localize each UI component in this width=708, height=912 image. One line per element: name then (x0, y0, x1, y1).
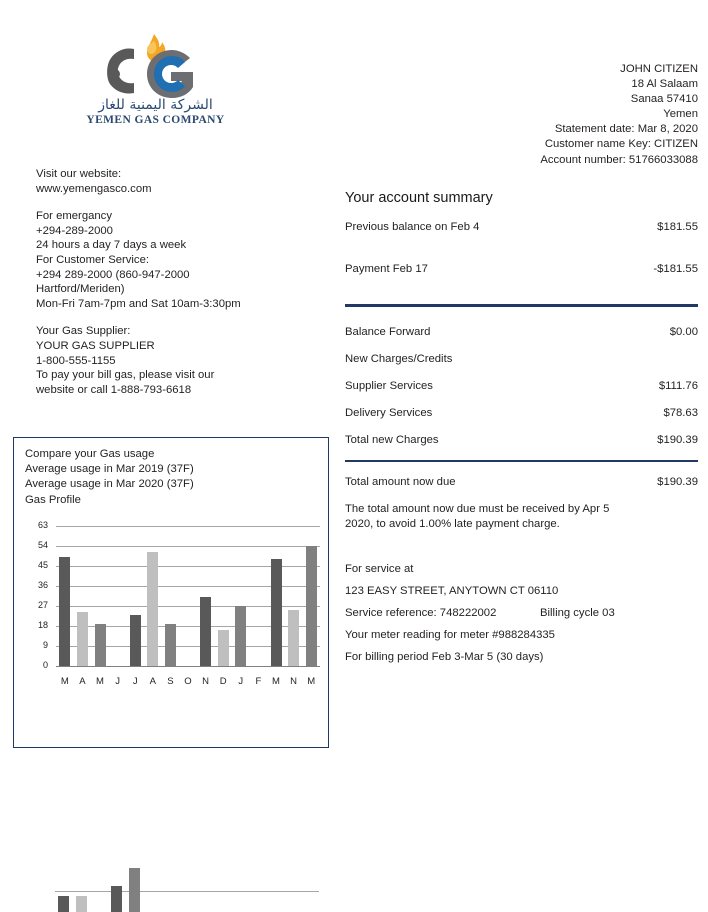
chart-bar (165, 624, 176, 666)
customer-address-line1: 18 Al Salaam (631, 78, 698, 91)
row-total-new-charges (345, 433, 698, 447)
usage-gas-profile: Gas Profile (25, 493, 81, 506)
service-reference-row (345, 602, 698, 624)
row-balance-forward (345, 325, 698, 339)
customer-country: Yemen (663, 108, 698, 121)
gas-usage-bar-chart (14, 518, 328, 688)
customer-address-block (368, 62, 698, 168)
chart-bar (200, 597, 211, 666)
supplier-name: YOUR GAS SUPPLIER (36, 339, 155, 352)
account-summary-title: Your account summary (345, 190, 493, 206)
chart-bar (95, 624, 106, 666)
chart-y-tick-label: 27 (37, 599, 48, 610)
spacer (345, 234, 698, 262)
emergency-phone: +294-289-2000 (36, 224, 113, 237)
total-due-amount: $190.39 (657, 475, 698, 488)
delivery-services-label: Delivery Services (345, 407, 433, 419)
chart-x-tick-label: A (149, 675, 156, 687)
total-new-charges-amount: $190.39 (657, 434, 698, 446)
supplier-services-label: Supplier Services (345, 380, 433, 392)
chart-x-tick-label: S (167, 675, 174, 687)
service-reference: Service reference: 748222002 (345, 606, 497, 619)
row-total-due (345, 475, 698, 489)
website-label: Visit our website: (36, 168, 122, 180)
pay-instructions-line1: To pay your bill gas, please visit our (36, 369, 215, 382)
previous-balance-label: Previous balance on Feb 4 (345, 221, 480, 233)
chart-x-tick-label: D (219, 675, 227, 687)
statement-date: Statement date: Mar 8, 2020 (554, 123, 698, 136)
chart-y-tick-label: 36 (37, 579, 48, 590)
supplier-phone: 1-800-555-1155 (36, 354, 116, 367)
chart-bar (288, 610, 299, 666)
website-group (36, 167, 316, 196)
chart-bar (235, 606, 246, 666)
chart-x-tick-label: N (290, 675, 298, 687)
spacer (345, 339, 698, 352)
balance-forward-label: Balance Forward (345, 326, 431, 338)
delivery-services-amount: $78.63 (663, 407, 698, 419)
chart-bar (59, 557, 70, 666)
chart-x-tick-label: O (184, 675, 192, 687)
chart-bar (76, 896, 87, 912)
chart-bar (147, 552, 158, 665)
row-payment (345, 262, 698, 276)
service-details-block (345, 558, 698, 668)
chart-y-tick-label: 0 (42, 659, 48, 670)
chart-x-tick-label: F (255, 675, 262, 687)
customer-service-label: For Customer Service: (36, 253, 149, 266)
balance-forward-amount: $0.00 (669, 326, 698, 338)
chart-x-tick-label: M (96, 675, 104, 687)
customer-service-city: Hartford/Meriden) (36, 283, 125, 296)
supplier-group (36, 324, 316, 397)
meter-reading: Your meter reading for meter #988284335 (345, 628, 555, 641)
spacer (345, 366, 698, 379)
row-supplier-services (345, 379, 698, 393)
flame-gas-logo-icon (68, 28, 243, 100)
emergency-hours: 24 hours a day 7 days a week (36, 239, 187, 252)
chart-bar (306, 546, 317, 666)
payment-terms-line1: The total amount now due must be received by Apr 5 (345, 502, 610, 515)
payment-terms-line2: 2020, to avoid 1.00% late payment charge. (345, 517, 560, 530)
total-new-charges-label: Total new Charges (345, 434, 439, 446)
chart-bar (218, 630, 229, 666)
spacer (345, 420, 698, 433)
row-new-charges (345, 352, 698, 366)
contact-info-block (36, 167, 316, 397)
chart-bars-layer (56, 526, 320, 666)
service-address: 123 EASY STREET, ANYTOWN CT 06110 (345, 584, 559, 597)
chart-x-tick-label: M (60, 675, 69, 687)
customer-service-hours: Mon-Fri 7am-7pm and Sat 10am-3:30pm (36, 297, 241, 310)
chart-gridline (55, 891, 319, 892)
row-delivery-services (345, 406, 698, 420)
chart-gridline (56, 666, 320, 667)
usage-avg-2019: Average usage in Mar 2019 (37F) (25, 463, 194, 476)
chart-bar (58, 896, 69, 912)
row-previous-balance (345, 220, 698, 234)
spacer (345, 447, 698, 460)
chart-x-tick-label: J (132, 675, 138, 687)
new-charges-label: New Charges/Credits (345, 353, 453, 365)
company-name-latin: YEMEN GAS COMPANY (86, 114, 225, 127)
payment-amount: -$181.55 (653, 263, 698, 275)
chart-y-tick-label: 45 (37, 559, 48, 570)
chart-x-tick-label: M (307, 675, 316, 687)
account-summary-block (345, 190, 698, 668)
usage-avg-2020: Average usage in Mar 2020 (37F) (25, 478, 194, 491)
chart-x-tick-label: J (238, 675, 244, 687)
supplier-services-amount: $111.76 (658, 380, 698, 392)
chart-y-tick-label: 18 (37, 619, 48, 630)
phone-group (36, 209, 316, 311)
chart-y-tick-label: 63 (37, 519, 48, 530)
total-due-label: Total amount now due (345, 475, 456, 488)
spacer (345, 393, 698, 406)
spacer (345, 462, 698, 475)
customer-address-line2: Sanaa 57410 (630, 93, 698, 106)
billing-period: For billing period Feb 3-Mar 5 (30 days) (345, 650, 544, 663)
billing-cycle: Billing cycle 03 (540, 606, 615, 619)
previous-balance-amount: $181.55 (657, 221, 698, 233)
payment-terms (345, 502, 698, 532)
chart-x-tick-label: M (272, 675, 280, 687)
chart-bar (111, 886, 122, 912)
chart-y-tick-label: 9 (42, 639, 48, 650)
customer-service-phone: +294 289-2000 (860-947-2000 (36, 268, 190, 281)
customer-name: JOHN CITIZEN (620, 63, 698, 75)
company-name-arabic: الشركة اليمنية للغاز (98, 97, 213, 113)
spacer (345, 276, 698, 304)
gas-usage-chart-header (14, 438, 328, 508)
company-logo (68, 28, 243, 126)
website-url[interactable]: www.yemengasco.com (36, 182, 152, 195)
chart-x-tick-label: A (79, 675, 86, 687)
for-service-at-label: For service at (345, 562, 414, 575)
customer-name-key: Customer name Key: CITIZEN (544, 138, 698, 151)
emergency-label: For emergancy (36, 210, 112, 223)
chart-bar (130, 615, 141, 666)
gas-usage-chart-card (13, 437, 329, 748)
spacer (345, 307, 698, 325)
chart-bar (77, 612, 88, 665)
chart-x-tick-label: N (202, 675, 210, 687)
payment-label: Payment Feb 17 (345, 263, 428, 275)
chart-bar (271, 559, 282, 666)
account-number: Account number: 51766033088 (540, 153, 698, 166)
chart-bar (129, 868, 140, 912)
secondary-usage-chart-partial (13, 818, 329, 912)
pay-instructions-line2: website or call 1-888-793-6618 (36, 383, 192, 396)
chart-x-tick-label: J (115, 675, 120, 687)
supplier-label: Your Gas Supplier: (36, 325, 131, 338)
usage-card-title: Compare your Gas usage (25, 448, 155, 460)
chart-y-tick-label: 54 (37, 539, 48, 550)
